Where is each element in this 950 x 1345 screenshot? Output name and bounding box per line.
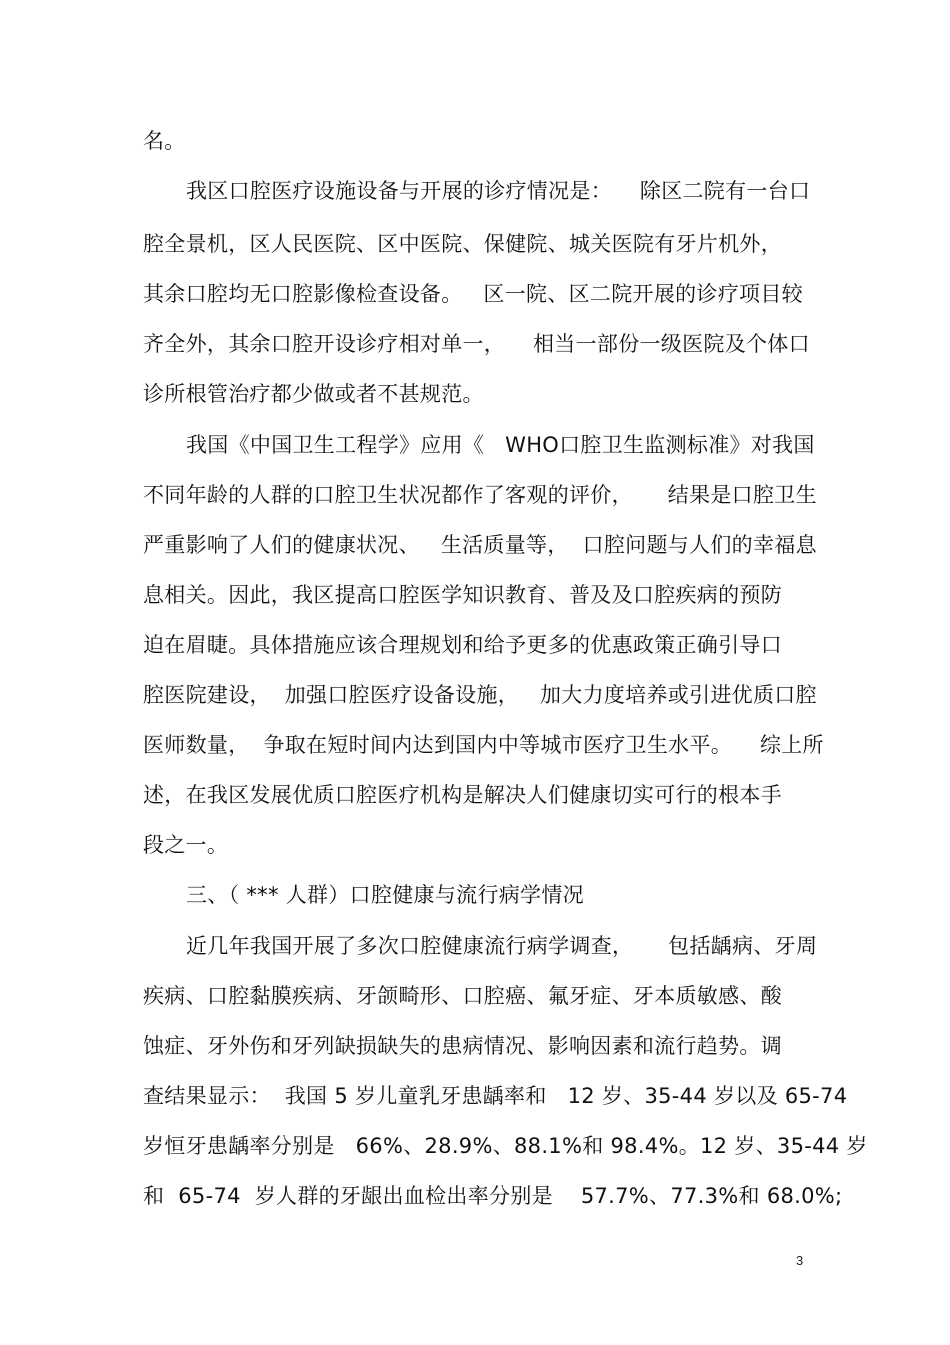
- text-line: 腔医院建设， 加强口腔医疗设备设施， 加大力度培养或引进优质口腔: [143, 683, 817, 707]
- section-heading: 三、（ *** 人群）口腔健康与流行病学情况: [186, 883, 584, 907]
- text-line: 述，在我区发展优质口腔医疗机构是解决人们健康切实可行的根本手: [143, 783, 782, 807]
- text-line: 息相关。因此，我区提高口腔医学知识教育、普及及口腔疾病的预防: [143, 583, 782, 607]
- page-number: 3: [796, 1253, 804, 1268]
- text-line: 疾病、口腔黏膜疾病、牙颌畸形、口腔癌、氟牙症、牙本质敏感、酸: [143, 984, 782, 1008]
- text-line: 诊所根管治疗都少做或者不甚规范。: [143, 382, 484, 406]
- text-line: 齐全外，其余口腔开设诊疗相对单一， 相当一部份一级医院及个体口: [143, 332, 810, 356]
- text-line: 迫在眉睫。具体措施应该合理规划和给予更多的优惠政策正确引导口: [143, 633, 782, 657]
- text-line: 不同年龄的人群的口腔卫生状况都作了客观的评价， 结果是口腔卫生: [143, 483, 817, 507]
- paragraph-first-line: 近几年我国开展了多次口腔健康流行病学调查， 包括龋病、牙周: [186, 934, 818, 958]
- text-line: 岁恒牙患龋率分别是 66%、28.9%、88.1%和 98.4%。12 岁、35-44 岁: [143, 1134, 868, 1158]
- text-line: 查结果显示： 我国 5 岁儿童乳牙患龋率和 12 岁、35-44 岁以及 65-74: [143, 1084, 848, 1108]
- text-line: 其余口腔均无口腔影像检查设备。 区一院、区二院开展的诊疗项目较: [143, 282, 803, 306]
- text-line: 和 65-74 岁人群的牙龈出血检出率分别是 57.7%、77.3%和 68.0%;: [143, 1184, 843, 1208]
- text-line: 腔全景机，区人民医院、区中医院、保健院、城关医院有牙片机外，: [143, 232, 782, 256]
- text-line: 蚀症、牙外伤和牙列缺损缺失的患病情况、影响因素和流行趋势。调: [143, 1034, 782, 1058]
- text-line: 严重影响了人们的健康状况、 生活质量等， 口腔问题与人们的幸福息: [143, 533, 817, 557]
- paragraph-first-line: 我国《中国卫生工程学》应用《 WHO口腔卫生监测标准》对我国: [186, 433, 815, 457]
- text-line: 名。: [143, 129, 186, 153]
- paragraph-first-line: 我区口腔医疗设施设备与开展的诊疗情况是： 除区二院有一台口: [186, 179, 811, 203]
- text-line: 医师数量， 争取在短时间内达到国内中等城市医疗卫生水平。 综上所: [143, 733, 824, 757]
- text-line: 段之一。: [143, 833, 229, 857]
